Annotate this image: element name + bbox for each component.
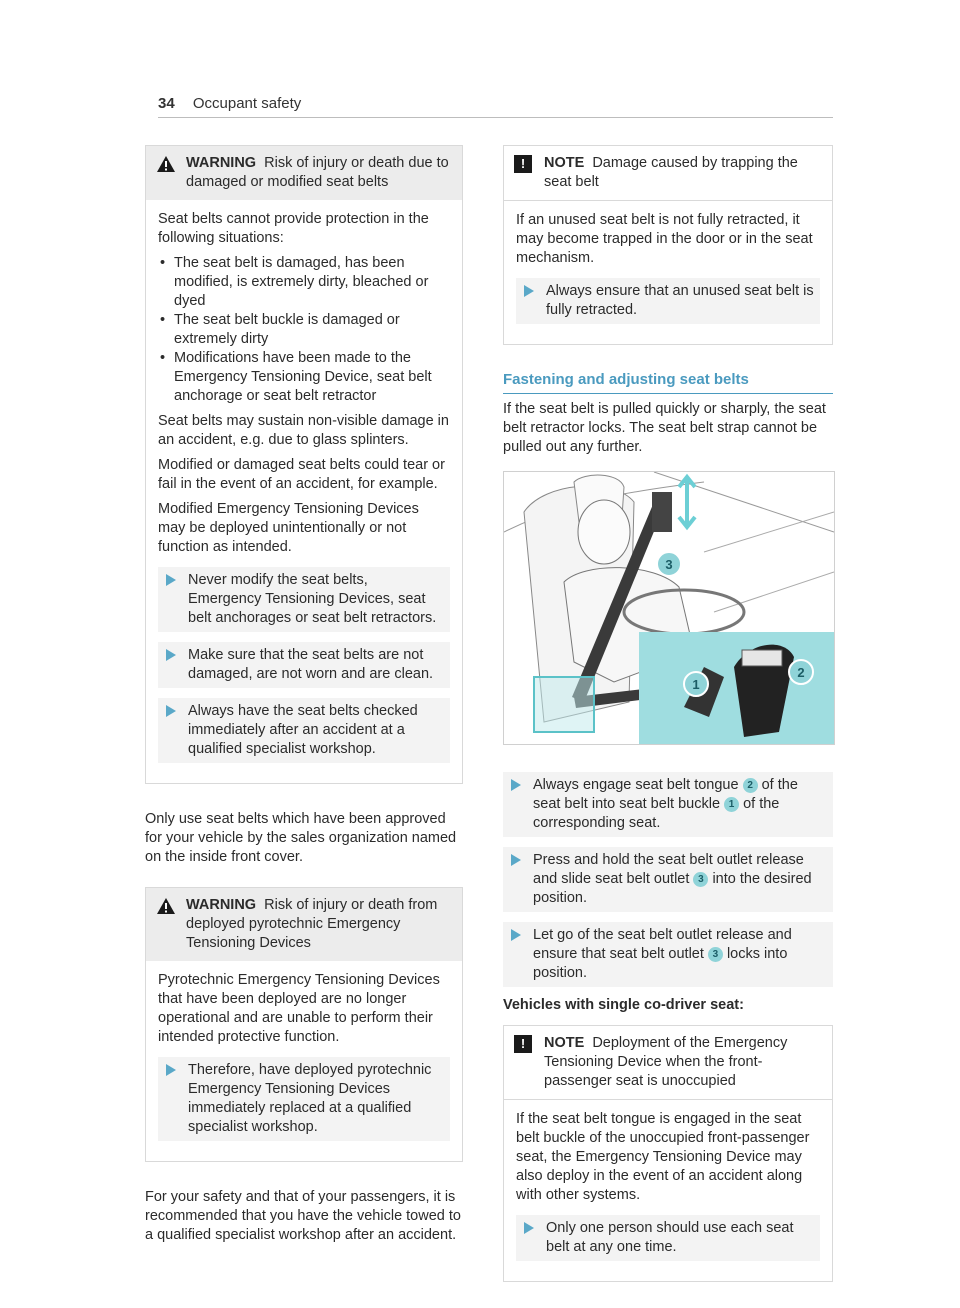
section-title: Fastening and adjusting seat belts (503, 371, 833, 394)
warning-box-pyrotechnic (145, 887, 463, 1162)
action-step (503, 922, 833, 987)
step-arrow-icon (511, 779, 521, 791)
warning-bullets (158, 254, 450, 406)
page-header (158, 95, 301, 112)
step-text: Only one person should use each seat belt at any one time. (546, 1220, 794, 1255)
note-title: Damage caused by trapping the seat belt (544, 155, 798, 190)
warning-paragraph: Modified or damaged seat belts could tear or fail in the event of an accident, for example. (158, 457, 445, 492)
body-paragraph: Only use seat belts which have been approved for your vehicle by the sales organization named on the inside front cover. (145, 811, 457, 865)
warning-title: Risk of injury or death from deployed pyrotechnic Emergency Tensioning Devices (186, 897, 438, 951)
callout-2: 2 (797, 665, 805, 680)
callout-3: 3 (665, 557, 673, 572)
step-text: Press and hold the seat belt outlet release and slide seat belt outlet (533, 852, 804, 887)
note-header (504, 146, 832, 200)
exclamation-icon: ! (514, 1035, 532, 1053)
warning-triangle-icon (156, 155, 176, 173)
step-text: of the seat belt into seat belt buckle (533, 777, 798, 812)
step-text: locks into position. (533, 946, 788, 981)
step-arrow-icon (511, 929, 521, 941)
action-step (503, 772, 833, 837)
step-text: of the corresponding seat. (533, 796, 780, 831)
callout-1: 1 (692, 677, 700, 692)
warning-box-damaged-belts (145, 145, 463, 784)
callout-badge: 1 (724, 797, 739, 812)
note-label: NOTE (544, 1035, 585, 1051)
note-header (504, 1026, 832, 1099)
action-step (158, 1057, 450, 1141)
step-arrow-icon (166, 574, 176, 586)
note-body (504, 1099, 832, 1281)
warning-paragraph: Pyrotechnic Emergency Tensioning Devices that have been deployed are no longer operational and are unable to perform their intended protective function. (158, 972, 440, 1045)
exclamation-icon: ! (514, 155, 532, 173)
seat-belt-illustration (503, 471, 835, 745)
warning-intro: Seat belts cannot provide protection in the following situations: (158, 211, 429, 246)
header-rule (158, 117, 833, 118)
step-arrow-icon (524, 285, 534, 297)
chapter-title: Occupant safety (192, 95, 302, 112)
warning-paragraph: Modified Emergency Tensioning Devices may be deployed unintentionally or not function as intended. (158, 501, 419, 555)
body-paragraph: For your safety and that of your passengers, it is recommended that you have the vehicle towed to a qualified specialist workshop after an accident. (145, 1189, 461, 1243)
action-step (516, 278, 820, 324)
subheading: Vehicles with single co-driver seat: (503, 997, 744, 1013)
action-step (158, 642, 450, 688)
step-text: Always engage seat belt tongue (533, 777, 743, 793)
note-paragraph: If the seat belt tongue is engaged in the seat belt buckle of the unoccupied front-passenger seat, the Emergency Tensioning Device may also deploy in the event of an accident along with other systems. (516, 1111, 810, 1203)
warning-body (146, 961, 462, 1161)
callout-badge: 2 (743, 778, 758, 793)
step-arrow-icon (524, 1222, 534, 1234)
step-text: Make sure that the seat belts are not damaged, are not worn and are clean. (188, 647, 434, 682)
step-arrow-icon (166, 1064, 176, 1076)
step-arrow-icon (166, 649, 176, 661)
section-intro: If the seat belt is pulled quickly or sharply, the seat belt retractor locks. The seat belt strap cannot be pulled out any further. (503, 401, 826, 455)
warning-label: WARNING (186, 155, 257, 171)
step-arrow-icon (166, 705, 176, 717)
note-box-unoccupied (503, 1025, 833, 1282)
step-text: Always have the seat belts checked immediately after an accident at a qualified specialist workshop. (188, 703, 418, 757)
right-column (503, 145, 833, 1308)
note-label: NOTE (544, 155, 585, 171)
step-arrow-icon (511, 854, 521, 866)
action-step (516, 1215, 820, 1261)
action-step (158, 698, 450, 763)
step-text: Never modify the seat belts, Emergency Tensioning Devices, seat belt anchorages or seat belt retractors. (188, 572, 437, 626)
note-title: Deployment of the Emergency Tensioning Device when the front-passenger seat is unoccupied (544, 1035, 788, 1089)
step-text: Always ensure that an unused seat belt is fully retracted. (546, 283, 814, 318)
warning-header (146, 888, 462, 961)
bullet-item: • The seat belt buckle is damaged or extremely dirty (158, 311, 450, 349)
note-paragraph: If an unused seat belt is not fully retracted, it may become trapped in the door or in the seat mechanism. (516, 212, 813, 266)
callout-badge: 3 (708, 947, 723, 962)
bullet-item: • The seat belt is damaged, has been modified, is extremely dirty, bleached or dyed (158, 254, 450, 311)
left-column (145, 145, 463, 1265)
step-text: Therefore, have deployed pyrotechnic Emergency Tensioning Devices immediately replaced at a qualified specialist workshop. (188, 1062, 432, 1135)
step-text: into the desired position. (533, 871, 812, 906)
warning-title: Risk of injury or death due to damaged or modified seat belts (186, 155, 449, 190)
callout-badge: 3 (693, 872, 708, 887)
note-box-trapping (503, 145, 833, 345)
action-step (158, 567, 450, 632)
action-step (503, 847, 833, 912)
warning-body (146, 200, 462, 783)
page-number: 34 (158, 95, 175, 112)
warning-triangle-icon (156, 897, 176, 915)
step-text: Let go of the seat belt outlet release and ensure that seat belt outlet (533, 927, 792, 962)
warning-label: WARNING (186, 897, 257, 913)
warning-header (146, 146, 462, 200)
warning-paragraph: Seat belts may sustain non-visible damage in an accident, e.g. due to glass splinters. (158, 413, 449, 448)
note-body (504, 200, 832, 344)
bullet-item: • Modifications have been made to the Emergency Tensioning Device, seat belt anchorage or seat belt retractor (158, 349, 450, 406)
